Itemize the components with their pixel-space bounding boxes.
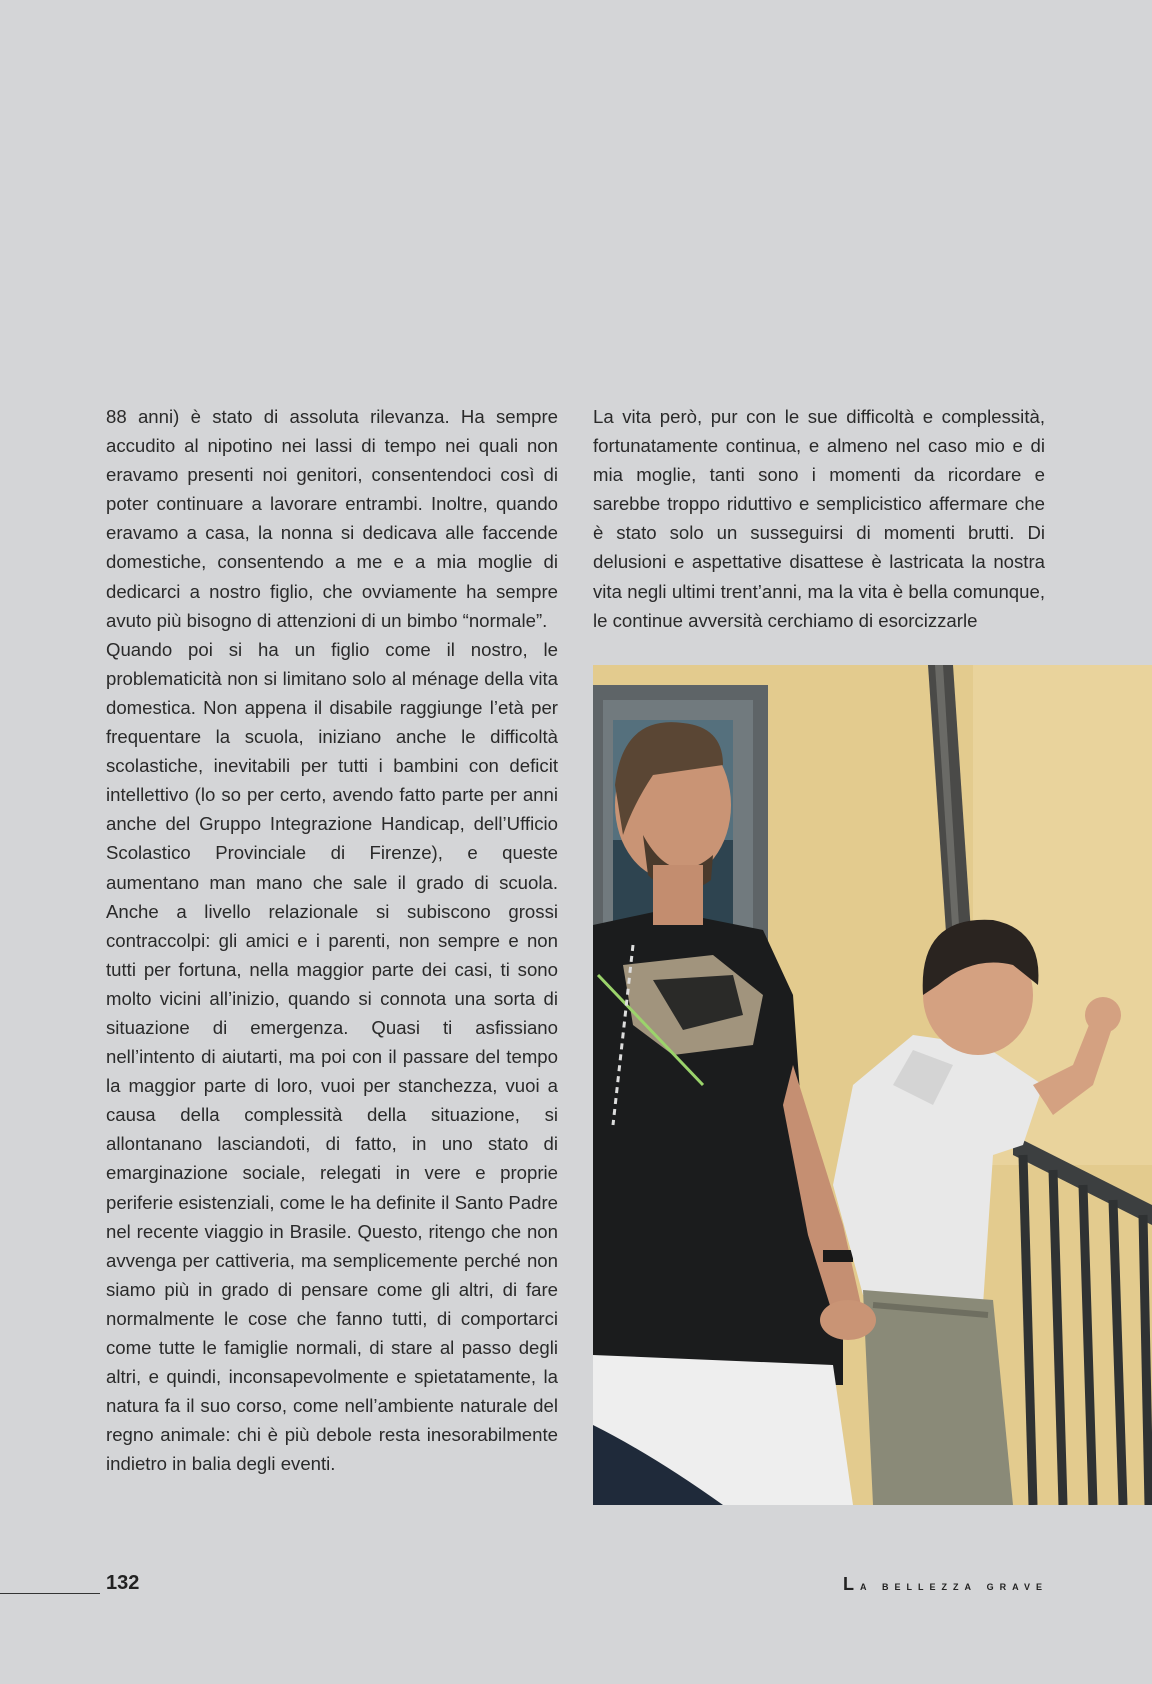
running-title — [843, 1574, 1048, 1595]
paragraph: La vita però, pur con le sue difficoltà e complessità, fortunatamente continua, e almeno nel caso mio e di mia moglie, tanti sono i momenti da ricordare e sarebbe troppo riduttivo e semplicistico affermare che è stato solo un susseguirsi di momenti brutti. Di delusioni e aspettative disattese è lastricata la nostra vita negli ultimi trent’anni, ma la vita è bella comunque, le continue avversità cerchiamo di esorcizzarle — [593, 406, 1045, 631]
paragraph: Quando poi si ha un figlio come il nostro, le problematicità non si limitano solo al ménage della vita domestica. Non appena il disabile raggiunge l’età per frequentare la scuola, iniziano anche le difficoltà scolastiche, inevitabili per tutti i bambini con deficit intellettivo (lo so per certo, avendo fatto parte per anni anche del Gruppo Integrazione Handicap, dell’Ufficio Scolastico Provinciale di Firenze), e queste aumentano man mano che sale il grado di scuola. Anche a livello relazionale si subiscono grossi contraccolpi: gli amici e i parenti, non sempre e non tutti per fortuna, nella maggior parte dei casi, ti sono molto vicini all’inizio, quando si connota una sorta di situazione di emergenza. Quasi ti asfissiano nell’intento di aiutarti, ma poi con il passare del tempo la maggior parte di loro, vuoi per stanchezza, vuoi a causa della complessità della situazione, si allontanano lasciandoti, di fatto, in uno stato di emarginazione sociale, relegati in vere e proprie periferie esistenziali, come le ha definite il Santo Padre nel recente viaggio in Brasile. Questo, ritengo che non avvenga per cattiveria, ma semplicemente perché non siamo più in grado di pensare come gli altri, di fare normalmente le cose che fanno tutti, di comportarci come tutte le famiglie normali, di stare al passo degli altri, e quindi, inconsapevolmente e spietatamente, la natura fa il suo corso, come nell’ambiente naturale del regno animale: chi è più debole resta inesorabilmente indietro in balia degli eventi. — [106, 638, 558, 1475]
running-title-initial: L — [842, 1574, 860, 1594]
right-text-column — [593, 402, 1045, 635]
photo-illustration — [593, 665, 1152, 1505]
running-title-rest: a bellezza grave — [859, 1578, 1048, 1593]
paragraph: 88 anni) è stato di assoluta rilevanza. Ha sempre accudito al nipotino nei lassi di tempo nei quali non eravamo presenti noi genitori, consentendoci così di poter continuare a lavorare entrambi. Inoltre, quando eravamo a casa, la nonna si dedicava alle faccende domestiche, consentendo a me e a mia moglie di dedicarci a nostro figlio, che ovviamente ha sempre avuto più bisogno di attenzioni di un bimbo “normale”. — [106, 406, 558, 631]
footer-rule — [0, 1593, 100, 1594]
left-text-column — [106, 402, 558, 1478]
page-number: 132 — [106, 1572, 140, 1594]
photo-two-men-on-stairs — [593, 665, 1152, 1505]
